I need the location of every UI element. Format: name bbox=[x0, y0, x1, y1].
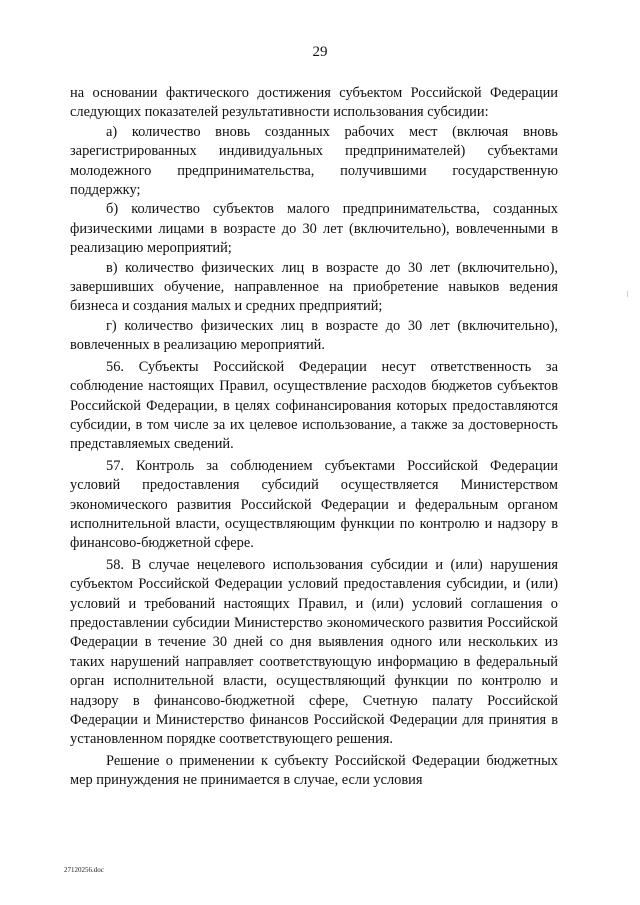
paragraph-item-b: б) количество субъектов малого предпринимательства, созданных физическими лицами в возрасте до 30 лет (включительно), вовлеченными в реализацию мероприятий; bbox=[70, 201, 558, 257]
scan-artifact-mark bbox=[627, 291, 628, 297]
footer-filename: 27120256.doc bbox=[64, 866, 104, 874]
paragraph-decision: Решение о применении к субъекту Российской Федерации бюджетных мер принуждения не принимается в случае, если условия bbox=[70, 752, 558, 789]
paragraph-58: 58. В случае нецелевого использования субсидии и (или) нарушения субъектом Российской Федерации условий предоставления субсидии, и (или) условий и требований настоящих Правил, и (или) условий соглашения о предоставлении субсидии Министерство экономического развития Российской Федерации в течение 30 дней со дня выявления одного или нескольких из таких нарушений направляет соответствующую информацию в федеральный орган исполнительной власти, осуществляющий функции по контролю и надзору в финансово-бюджетной сфере, Счетную палату Российской Федерации и Министерство финансов Российской Федерации для принятия в установленном порядке соответствующего решения. bbox=[70, 556, 558, 748]
paragraph-item-a: а) количество вновь созданных рабочих мест (включая вновь зарегистрированных индивидуальных предпринимателей) субъектами молодежного предпринимательства, получившими государственную поддержку; bbox=[70, 123, 558, 199]
paragraph-57: 57. Контроль за соблюдением субъектами Российской Федерации условий предоставления субсидий осуществляется Министерством экономического развития Российской Федерации и федеральным органом исполнительной власти, осуществляющим функции по контролю и надзору в финансово-бюджетной сфере. bbox=[70, 457, 558, 552]
body-text bbox=[70, 84, 558, 791]
paragraph-item-g: г) количество физических лиц в возрасте до 30 лет (включительно), вовлеченных в реализацию мероприятий. bbox=[70, 317, 558, 354]
paragraph-56: 56. Субъекты Российской Федерации несут ответственность за соблюдение настоящих Правил, осуществление расходов бюджетов субъектов Российской Федерации, в целях софинансирования которых предоставляются субсидии, в том числе за их целевое использование, а также за достоверность представляемых сведений. bbox=[70, 358, 558, 453]
paragraph-intro: на основании фактического достижения субъектом Российской Федерации следующих показателей результативности использования субсидии: bbox=[70, 85, 558, 121]
paragraph-item-v: в) количество физических лиц в возрасте до 30 лет (включительно), завершивших обучение, направленное на приобретение навыков ведения бизнеса и создания малых и средних предприятий; bbox=[70, 259, 558, 315]
page-number: 29 bbox=[312, 44, 328, 60]
